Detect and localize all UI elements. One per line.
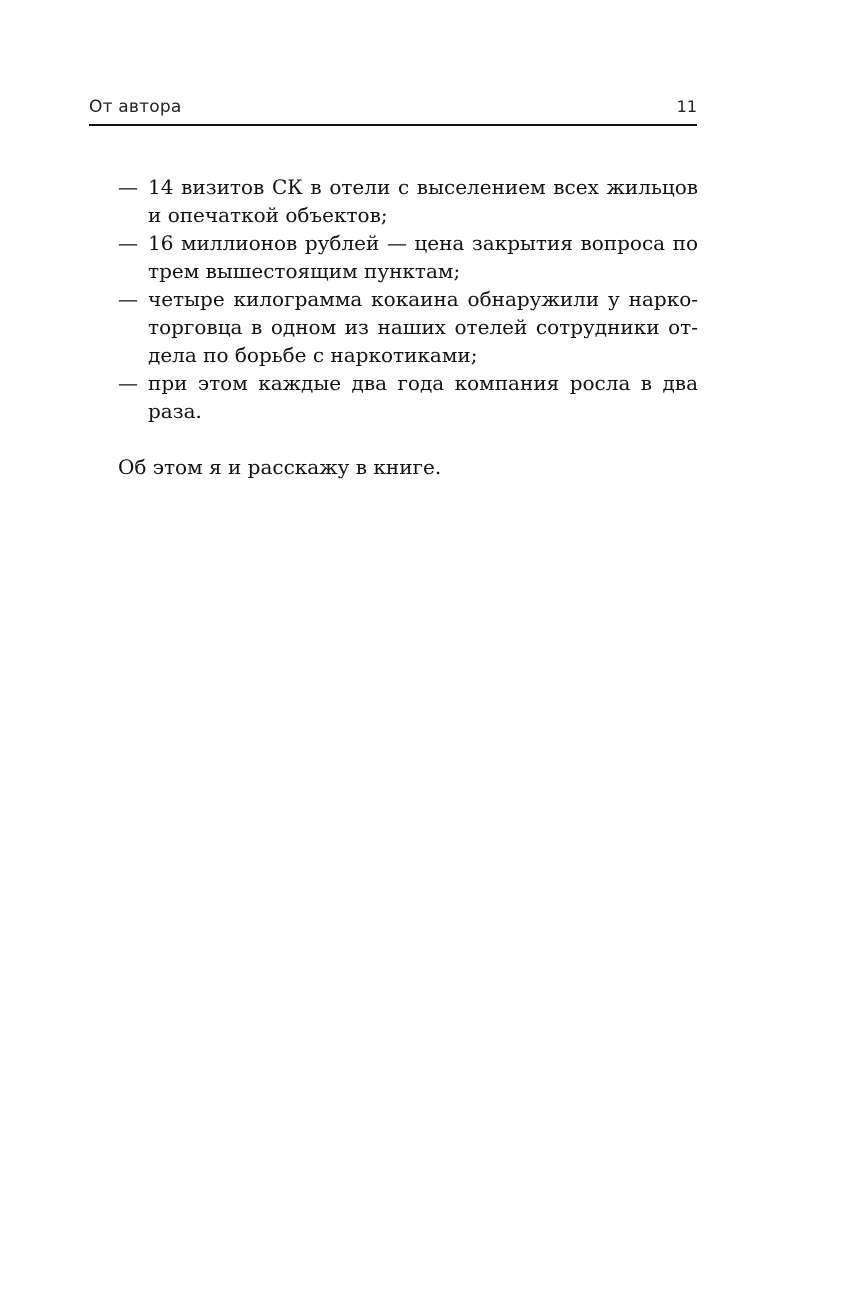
list-item: [118, 285, 698, 369]
list-item-text: при этом каждые два года компания росла в два раза.: [148, 371, 698, 423]
dash-marker: —: [118, 371, 138, 395]
dash-list: [118, 173, 698, 425]
page-body: [118, 173, 698, 481]
list-item-text: четыре килограмма кокаина обнаружили у наркоторговца в одном из наших отелей сотрудники отдела по борьбе с наркотиками;: [148, 287, 698, 367]
dash-marker: —: [118, 175, 138, 199]
page-number: 11: [676, 97, 697, 116]
dash-marker: —: [118, 231, 138, 255]
list-item: [118, 173, 698, 229]
running-header: [89, 96, 697, 126]
list-item-text: 16 миллионов рублей — цена закрытия вопроса по трем вышестоящим пунктам;: [148, 231, 698, 283]
list-item-text: 14 визитов СК в отели с выселением всех жильцов и опечаткой объектов;: [148, 175, 698, 227]
closing-paragraph: Об этом я и расскажу в книге.: [118, 455, 442, 479]
section-title: От автора: [89, 97, 182, 117]
list-item: [118, 369, 698, 425]
dash-marker: —: [118, 287, 138, 311]
list-item: [118, 229, 698, 285]
